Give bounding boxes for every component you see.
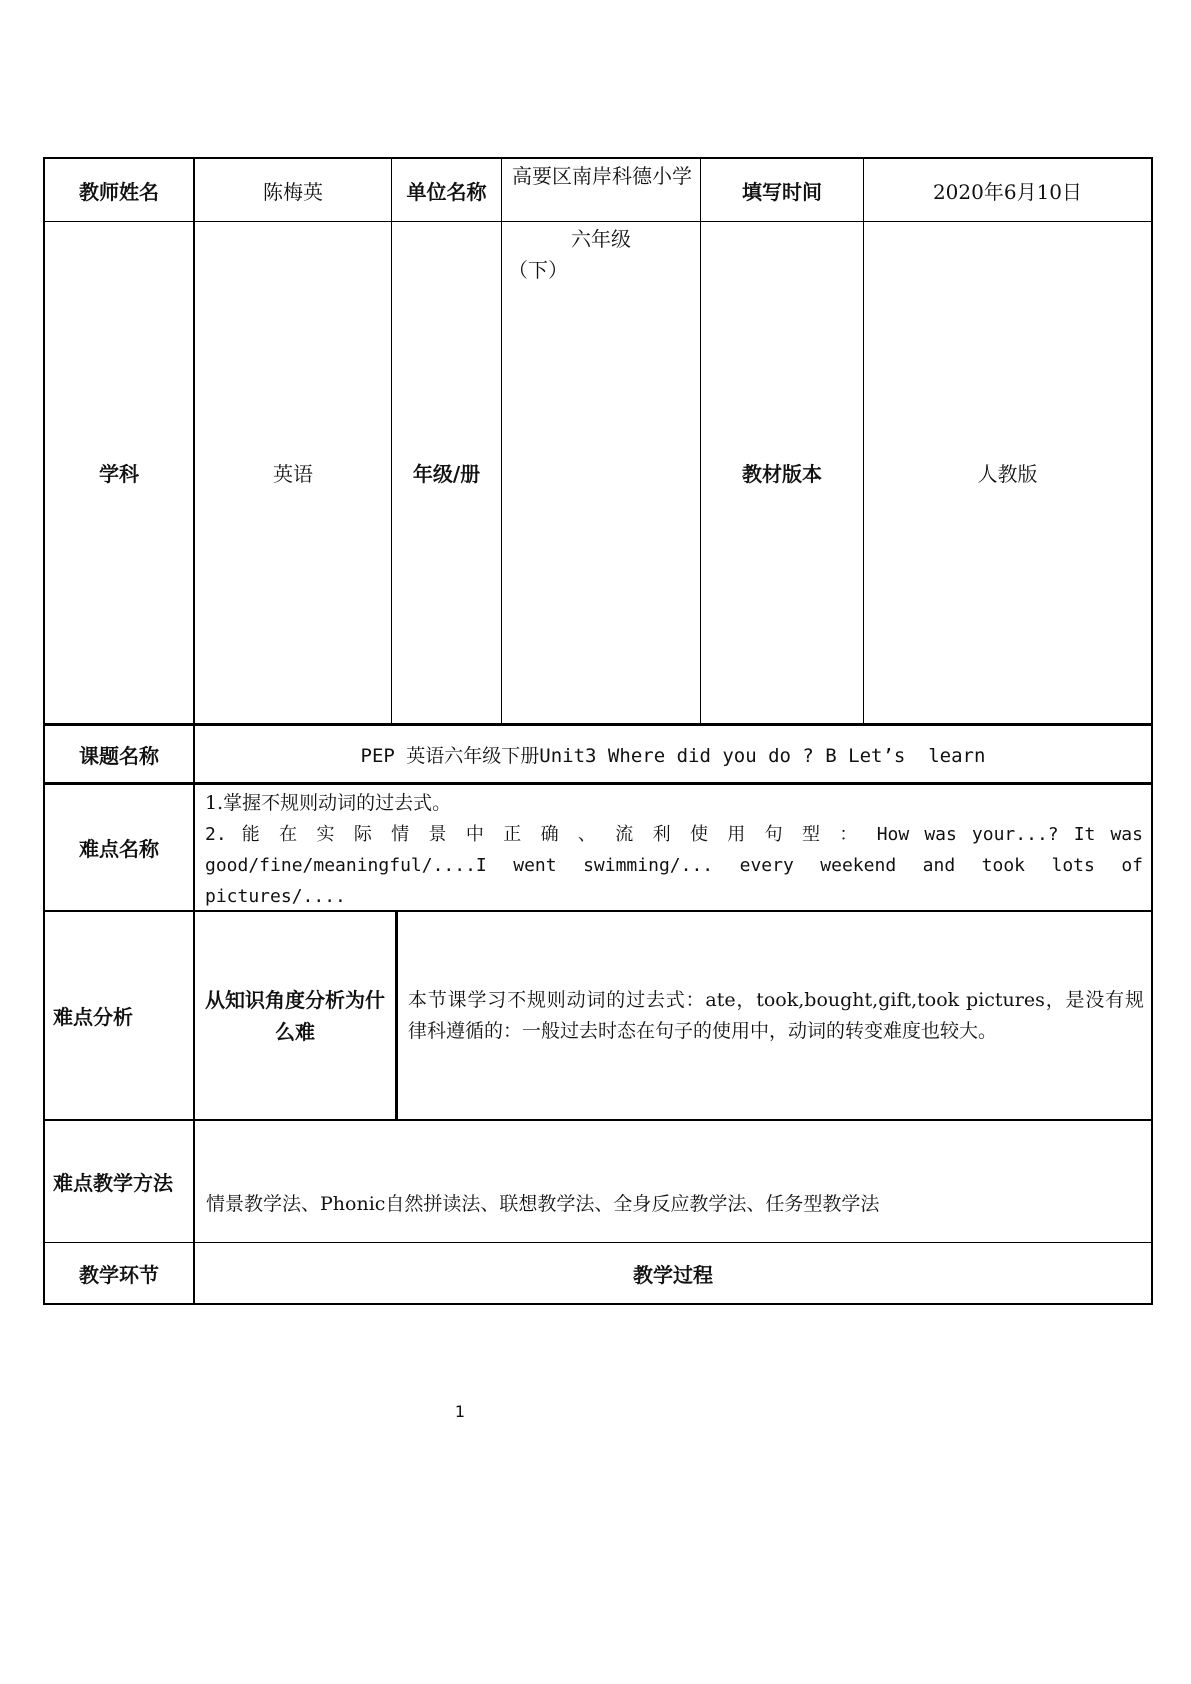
table-row-divider (43, 782, 1153, 785)
method-value: 情景教学法、Phonic自然拼读法、联想教学法、全身反应教学法、任务型教学法 (206, 1193, 880, 1215)
analysis-label: 难点分析 (53, 1005, 133, 1029)
date-label: 填写时间 (742, 179, 822, 204)
column-divider (395, 911, 398, 1120)
difficulty-line-3: good/fine/meaningful/....I went swimming/... every weekend and took lots of (205, 855, 1143, 876)
analysis-sub-label: 从知识角度分析为什么难 (205, 987, 385, 1044)
difficulty-label: 难点名称 (79, 837, 159, 861)
method-label: 难点教学方法 (53, 1171, 173, 1195)
grade-value-line2: （下） (508, 258, 568, 282)
table-border-right (1151, 157, 1153, 1305)
edition-value: 人教版 (977, 462, 1038, 486)
subject-label: 学科 (99, 462, 139, 486)
unit-name: 高要区南岸科德小学 (512, 164, 692, 188)
table-row-divider (43, 1119, 1153, 1121)
date-value: 2020年6月10日 (932, 179, 1083, 204)
lesson-plan-table (43, 157, 1153, 1304)
process-label: 教学环节 (79, 1262, 159, 1287)
teacher-label: 教师姓名 (79, 179, 159, 204)
process-value: 教学过程 (633, 1262, 713, 1287)
difficulty-line-1: 1.掌握不规则动词的过去式。 (205, 792, 452, 814)
grade-label: 年级/册 (412, 462, 481, 486)
difficulty-line-2: 2. 能 在 实 际 情 景 中 正 确 、 流 利 使 用 句 型 ： How was your...? It was (205, 824, 1143, 845)
teacher-name: 陈梅英 (263, 179, 323, 204)
grade-value-line1: 六年级 (571, 227, 631, 251)
page-number: 1 (454, 1402, 466, 1421)
table-border-bottom (43, 1303, 1153, 1305)
topic-label: 课题名称 (79, 743, 159, 768)
unit-label: 单位名称 (406, 179, 487, 204)
analysis-content: 本节课学习不规则动词的过去式：ate，took,bought,gift,took pictures，是没有规律科遵循的：一般过去时态在句子的使用中，动词的转变难度也较大。 (408, 989, 1144, 1042)
difficulty-content (205, 788, 1143, 908)
edition-label: 教材版本 (742, 462, 822, 486)
topic-value: PEP 英语六年级下册Unit3 Where did you do ? B Let’s learn (360, 744, 986, 767)
subject-value: 英语 (273, 462, 313, 486)
difficulty-line-4: pictures/.... (205, 886, 346, 907)
